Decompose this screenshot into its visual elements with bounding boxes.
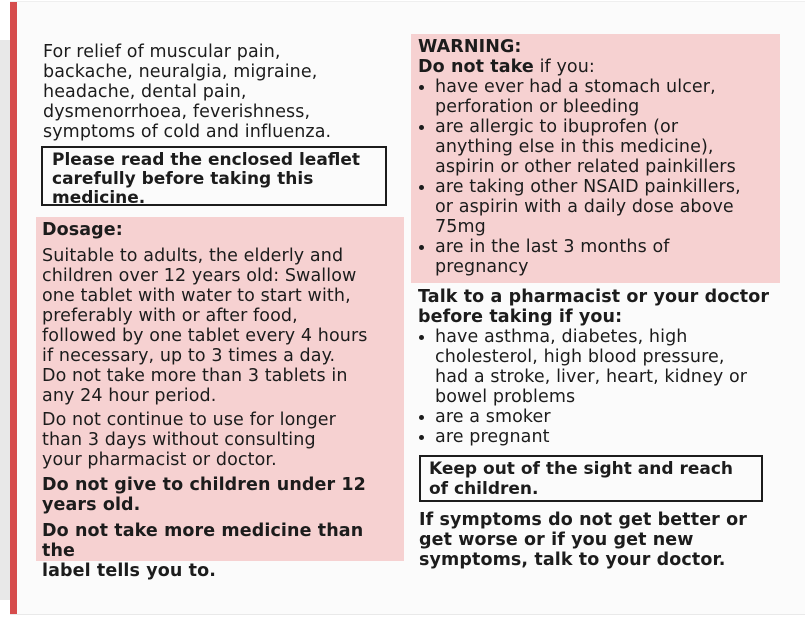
- bullet-icon: [419, 415, 424, 420]
- dosage-section: [36, 217, 404, 581]
- indications-text: For relief of muscular pain, backache, neuralgia, migraine, headache, dental pain, dysmenorrhoea, feverishness, symptoms of cold and influenza.: [43, 42, 332, 142]
- list-item: are allergic to ibuprofen (or anything else in this medicine), aspirin or other related painkillers: [418, 117, 778, 177]
- bullet-icon: [419, 125, 424, 130]
- contraindication-list: [418, 77, 778, 277]
- consult-section: [418, 287, 788, 447]
- bullet-icon: [419, 335, 424, 340]
- list-item: are taking other NSAID painkillers, or aspirin with a daily dose above 75mg: [418, 177, 778, 237]
- consult-heading: Talk to a pharmacist or your doctor before taking if you:: [418, 287, 770, 327]
- do-not-take-line: [418, 57, 778, 77]
- box-side-edge: [0, 40, 10, 600]
- warning-section: [411, 34, 780, 283]
- children-warning: Do not give to children under 12 years old.: [42, 475, 366, 515]
- dosage-heading: Dosage:: [42, 220, 123, 240]
- bullet-icon: [419, 85, 424, 90]
- keep-out-of-reach-box: Keep out of the sight and reach of children.: [419, 455, 763, 502]
- bullet-icon: [419, 185, 424, 190]
- bullet-icon: [419, 245, 424, 250]
- warning-heading: WARNING:: [418, 37, 522, 57]
- bullet-icon: [419, 435, 424, 440]
- if-you-label: if you:: [533, 57, 595, 77]
- duration-warning: Do not continue to use for longer than 3 days without consulting your pharmacist or doctor.: [42, 410, 336, 470]
- dosage-instructions: Suitable to adults, the elderly and children over 12 years old: Swallow one tablet with water to start with, preferably with or after food, followed by one tablet every 4 hours if necessary, up to 3 times a day. Do not take more than 3 tablets in any 24 hour period.: [42, 246, 368, 406]
- list-item: have asthma, diabetes, high cholesterol, high blood pressure, had a stroke, liver, heart, kidney or bowel problems: [418, 327, 788, 407]
- do-not-take-label: Do not take: [418, 57, 534, 77]
- overdose-warning: Do not take more medicine than the label tells you to.: [42, 521, 364, 581]
- list-item: have ever had a stomach ulcer, perforation or bleeding: [418, 77, 778, 117]
- leaflet-notice-box: Please read the enclosed leaflet carefully before taking this medicine.: [41, 146, 387, 206]
- list-item: are pregnant: [418, 427, 788, 447]
- list-item: are in the last 3 months of pregnancy: [418, 237, 778, 277]
- consult-list: [418, 327, 788, 447]
- symptoms-advice: If symptoms do not get better or get worse or if you get new symptoms, talk to your doctor.: [419, 510, 747, 570]
- list-item: are a smoker: [418, 407, 788, 427]
